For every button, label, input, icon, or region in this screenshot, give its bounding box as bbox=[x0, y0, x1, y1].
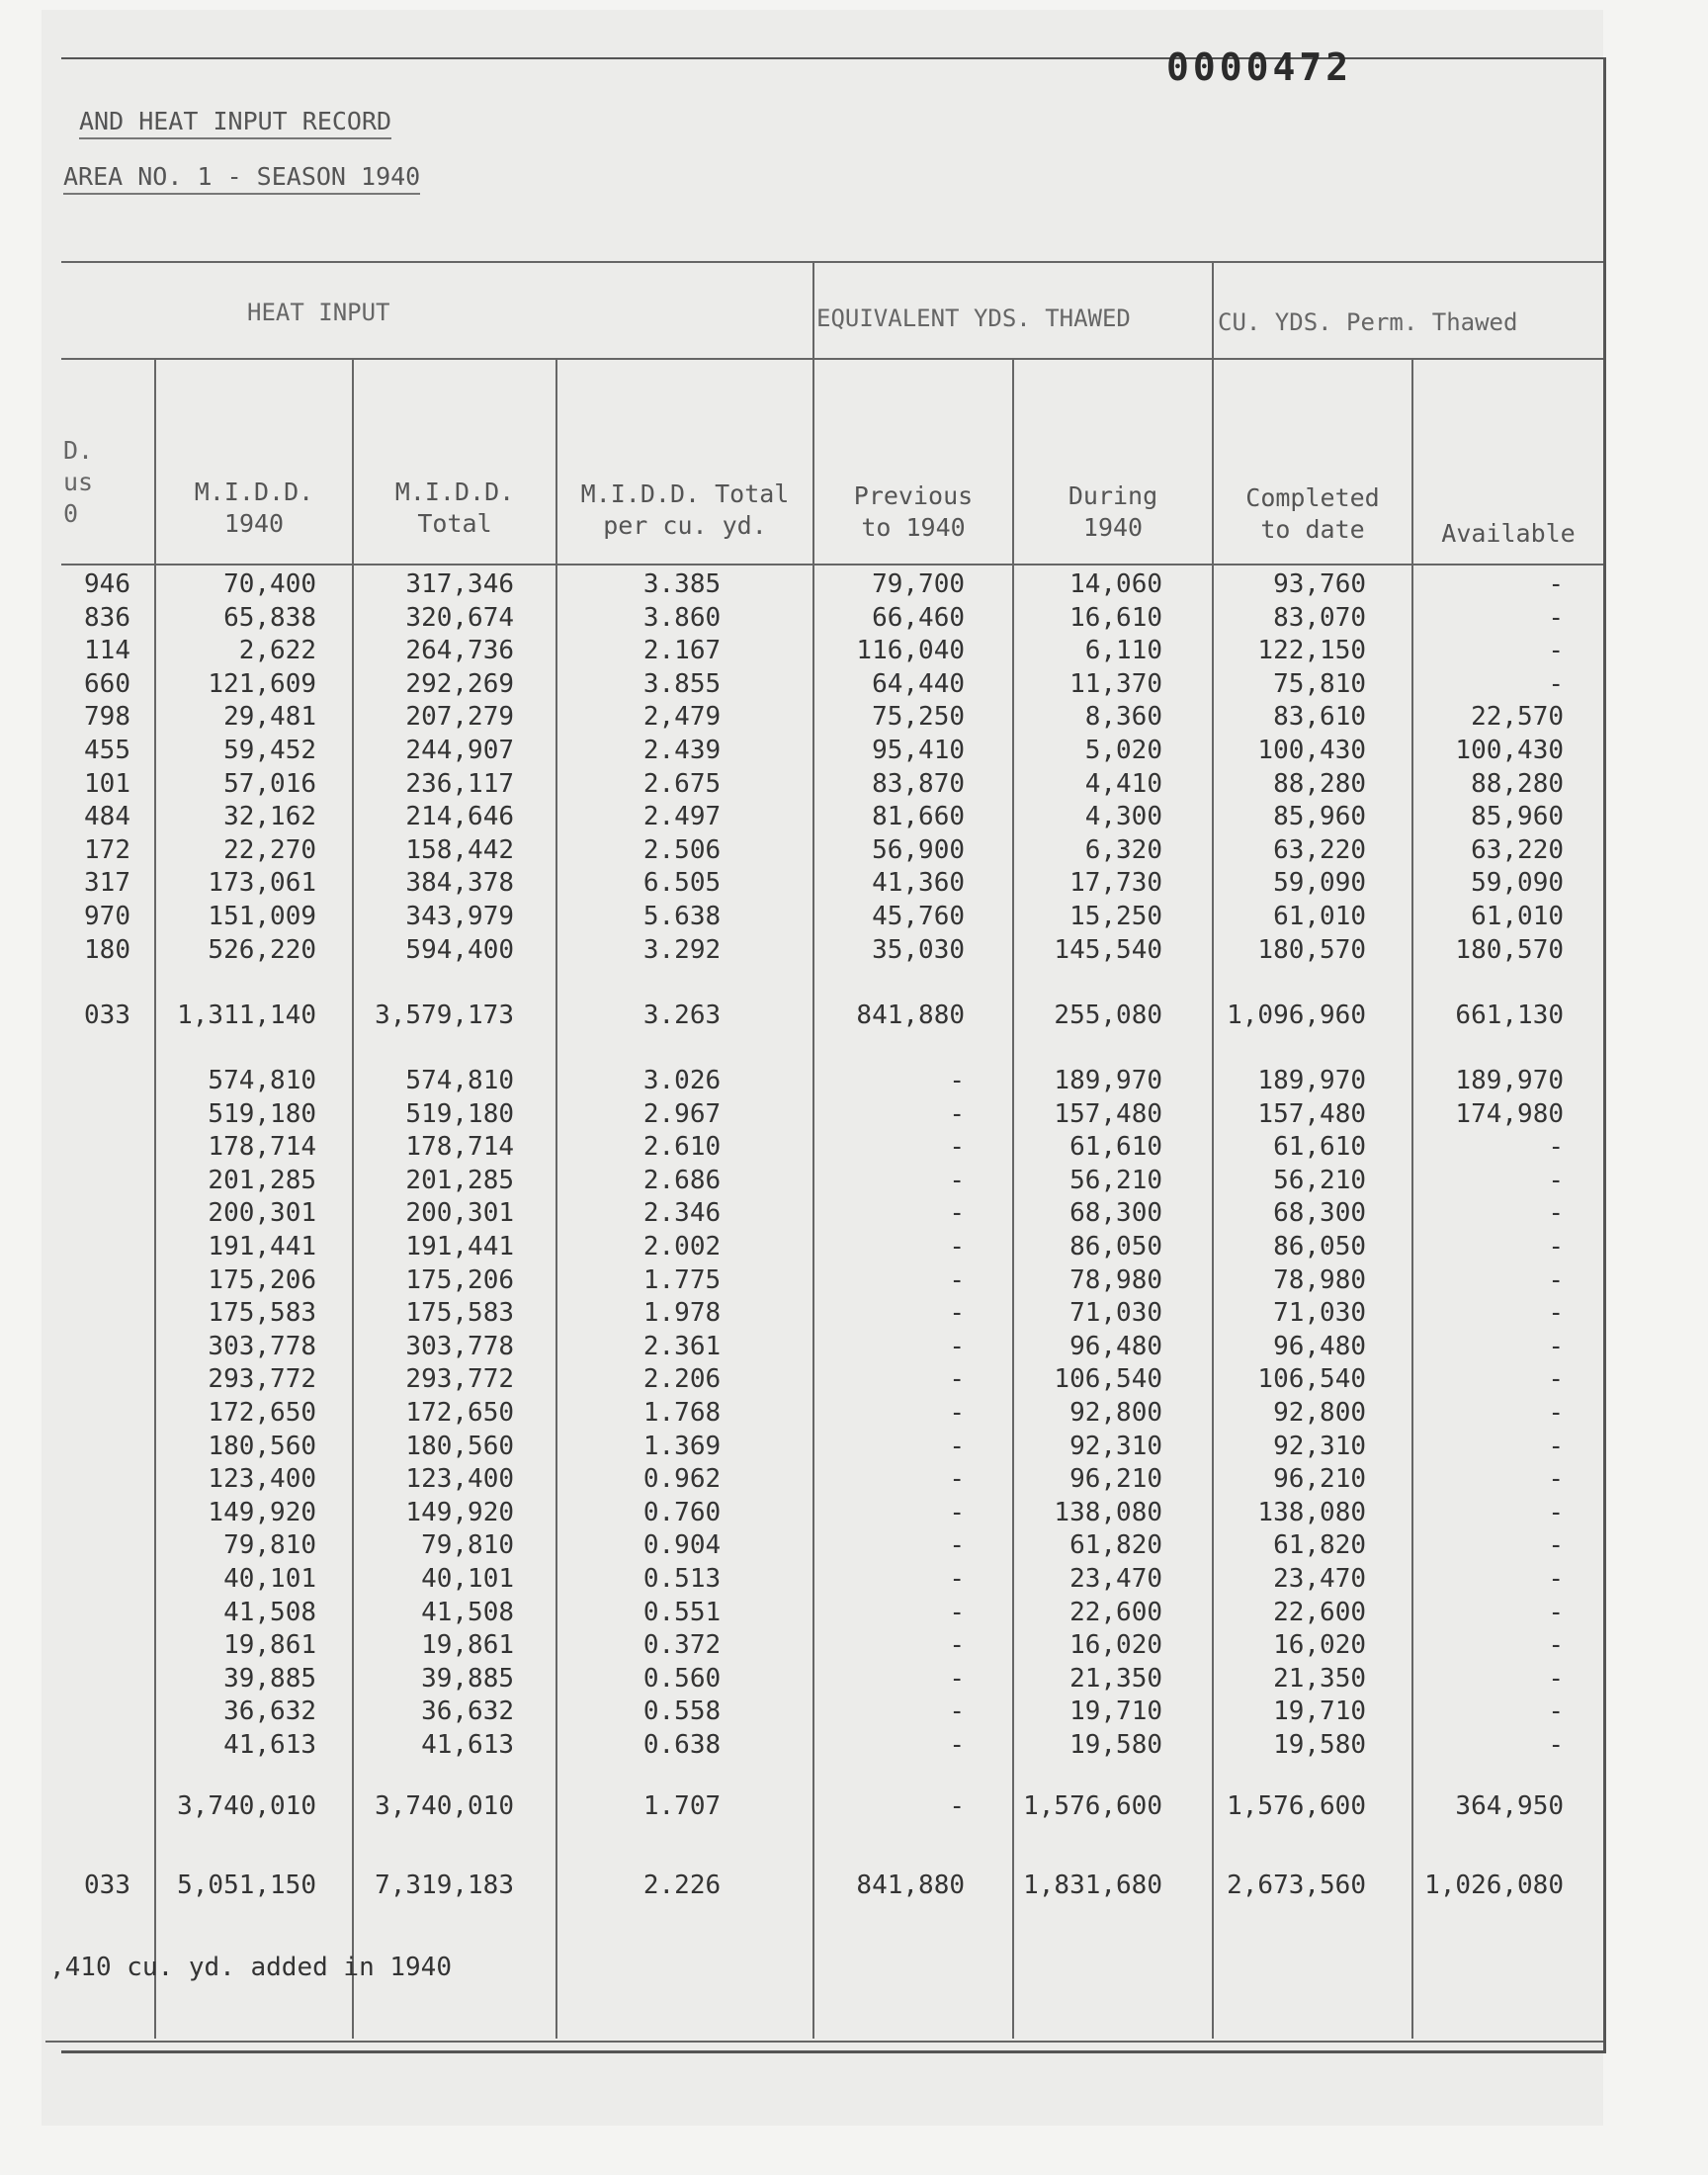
table-cell: 145,540 bbox=[1054, 934, 1162, 965]
table-cell: 41,360 bbox=[872, 868, 965, 899]
table-cell: 2.497 bbox=[642, 802, 722, 832]
table-cell: - bbox=[1548, 1730, 1564, 1760]
table-cell: 0.560 bbox=[642, 1663, 722, 1694]
table-cell: - bbox=[949, 1597, 965, 1627]
table-cell: 41,508 bbox=[223, 1597, 316, 1627]
table-cell: 64,440 bbox=[872, 668, 965, 699]
table-cell: - bbox=[1548, 1497, 1564, 1527]
vrule-3 bbox=[555, 358, 557, 2039]
table-cell: - bbox=[1548, 1564, 1564, 1594]
table-cell: - bbox=[1548, 1232, 1564, 1262]
table-cell: - bbox=[949, 1165, 965, 1195]
table-cell: 1,311,140 bbox=[177, 1000, 316, 1030]
table-cell: 178,714 bbox=[208, 1132, 316, 1163]
table-cell: 594,400 bbox=[405, 934, 514, 965]
table-cell: 3.263 bbox=[642, 1000, 722, 1030]
table-cell: 1.707 bbox=[642, 1791, 722, 1821]
table-cell: 22,600 bbox=[1069, 1597, 1162, 1627]
table-cell: 180 bbox=[84, 934, 130, 965]
table-cell: - bbox=[949, 1696, 965, 1727]
table-cell: 0.638 bbox=[642, 1730, 722, 1760]
table-cell: 2,479 bbox=[642, 702, 722, 733]
table-cell: 3.855 bbox=[642, 668, 722, 699]
table-cell: 92,310 bbox=[1069, 1431, 1162, 1461]
document-number: 0000472 bbox=[1166, 45, 1353, 89]
table-cell: 841,880 bbox=[856, 1000, 965, 1030]
table-cell: - bbox=[949, 1497, 965, 1527]
table-cell: 36,632 bbox=[421, 1696, 514, 1727]
table-cell: 1,026,080 bbox=[1424, 1870, 1564, 1900]
table-cell: - bbox=[1548, 1264, 1564, 1295]
table-cell: 384,378 bbox=[405, 868, 514, 899]
table-cell: 3,740,010 bbox=[375, 1791, 514, 1821]
table-cell: - bbox=[949, 1298, 965, 1329]
table-cell: 63,220 bbox=[1273, 834, 1366, 865]
table-cell: 93,760 bbox=[1273, 569, 1366, 599]
table-cell: 207,279 bbox=[405, 702, 514, 733]
table-cell: 96,480 bbox=[1273, 1331, 1366, 1361]
table-cell: - bbox=[1548, 1198, 1564, 1229]
table-cell: 3.860 bbox=[642, 602, 722, 633]
table-cell: - bbox=[1548, 1331, 1564, 1361]
table-cell: 59,090 bbox=[1471, 868, 1564, 899]
col-header-partial: D. us 0 bbox=[63, 436, 94, 528]
table-cell: 157,480 bbox=[1257, 1098, 1366, 1129]
table-cell: 303,778 bbox=[405, 1331, 514, 1361]
table-cell: 3.026 bbox=[642, 1066, 722, 1095]
table-cell: 71,030 bbox=[1273, 1298, 1366, 1329]
rule-top-header bbox=[61, 261, 1603, 263]
table-cell: 100,430 bbox=[1455, 736, 1564, 765]
table-cell: 70,400 bbox=[223, 569, 316, 599]
table-cell: 317,346 bbox=[405, 569, 514, 599]
table-cell: 23,470 bbox=[1069, 1564, 1162, 1594]
table-cell: - bbox=[1548, 1630, 1564, 1661]
table-cell: 123,400 bbox=[405, 1464, 514, 1495]
table-cell: 180,570 bbox=[1257, 934, 1366, 965]
table-cell: - bbox=[949, 1331, 965, 1361]
table-cell: 4,410 bbox=[1084, 768, 1162, 799]
table-cell: 189,970 bbox=[1455, 1066, 1564, 1095]
table-cell: 81,660 bbox=[872, 802, 965, 832]
table-cell: 78,980 bbox=[1069, 1264, 1162, 1295]
table-cell: 201,285 bbox=[405, 1165, 514, 1195]
table-cell: 68,300 bbox=[1273, 1198, 1366, 1229]
table-cell: 175,206 bbox=[405, 1264, 514, 1295]
table-cell: 19,580 bbox=[1069, 1730, 1162, 1760]
col-header-previous: Previous to 1940 bbox=[853, 481, 974, 542]
table-cell: 455 bbox=[84, 736, 130, 765]
table-cell: 19,710 bbox=[1069, 1696, 1162, 1727]
table-cell: 92,310 bbox=[1273, 1431, 1366, 1461]
table-cell: 63,220 bbox=[1471, 834, 1564, 865]
table-cell: 2.439 bbox=[642, 736, 722, 765]
table-cell: 61,610 bbox=[1069, 1132, 1162, 1163]
table-cell: 0.551 bbox=[642, 1597, 722, 1627]
table-cell: 3.385 bbox=[642, 569, 722, 599]
table-cell: 175,583 bbox=[405, 1298, 514, 1329]
table-cell: - bbox=[949, 1530, 965, 1561]
table-cell: - bbox=[949, 1730, 965, 1760]
table-cell: 2.675 bbox=[642, 768, 722, 799]
table-cell: 123,400 bbox=[208, 1464, 316, 1495]
table-cell: 16,020 bbox=[1069, 1630, 1162, 1661]
table-cell: 96,210 bbox=[1273, 1464, 1366, 1495]
table-cell: - bbox=[1548, 1398, 1564, 1428]
table-cell: 79,810 bbox=[223, 1530, 316, 1561]
table-cell: - bbox=[949, 1398, 965, 1428]
table-cell: 59,090 bbox=[1273, 868, 1366, 899]
table-cell: 264,736 bbox=[405, 636, 514, 666]
table-cell: 484 bbox=[84, 802, 130, 832]
table-cell: 61,820 bbox=[1069, 1530, 1162, 1561]
table-cell: 14,060 bbox=[1069, 569, 1162, 599]
table-cell: - bbox=[1548, 602, 1564, 633]
table-cell: 19,580 bbox=[1273, 1730, 1366, 1760]
table-cell: 16,610 bbox=[1069, 602, 1162, 633]
table-cell: 2,622 bbox=[238, 636, 316, 666]
table-cell: 1.978 bbox=[642, 1298, 722, 1329]
table-cell: - bbox=[949, 1791, 965, 1821]
table-cell: 836 bbox=[84, 602, 130, 633]
table-cell: 5.638 bbox=[642, 902, 722, 931]
table-cell: - bbox=[949, 1630, 965, 1661]
table-cell: 173,061 bbox=[208, 868, 316, 899]
table-cell: 3.292 bbox=[642, 934, 722, 965]
table-cell: 100,430 bbox=[1257, 736, 1366, 765]
table-cell: 92,800 bbox=[1273, 1398, 1366, 1428]
table-cell: - bbox=[949, 1264, 965, 1295]
table-cell: - bbox=[1548, 1464, 1564, 1495]
table-cell: 2.346 bbox=[642, 1198, 722, 1229]
table-cell: 122,150 bbox=[1257, 636, 1366, 666]
table-cell: - bbox=[1548, 1165, 1564, 1195]
table-cell: - bbox=[949, 1431, 965, 1461]
table-cell: 293,772 bbox=[208, 1364, 316, 1395]
table-cell: - bbox=[949, 1098, 965, 1129]
table-cell: 149,920 bbox=[405, 1497, 514, 1527]
table-cell: 86,050 bbox=[1069, 1232, 1162, 1262]
table-cell: 4,300 bbox=[1084, 802, 1162, 832]
table-cell: 970 bbox=[84, 902, 130, 931]
table-cell: - bbox=[1548, 1696, 1564, 1727]
table-cell: 71,030 bbox=[1069, 1298, 1162, 1329]
table-cell: 255,080 bbox=[1054, 1000, 1162, 1030]
table-cell: 19,861 bbox=[223, 1630, 316, 1661]
table-cell: - bbox=[949, 1132, 965, 1163]
table-cell: 0.558 bbox=[642, 1696, 722, 1727]
table-cell: 946 bbox=[84, 569, 130, 599]
table-cell: - bbox=[949, 1232, 965, 1262]
table-cell: 88,280 bbox=[1471, 768, 1564, 799]
table-cell: 6,320 bbox=[1084, 834, 1162, 865]
table-cell: 178,714 bbox=[405, 1132, 514, 1163]
table-cell: 5,051,150 bbox=[177, 1870, 316, 1900]
table-cell: 17,730 bbox=[1069, 868, 1162, 899]
table-cell: 39,885 bbox=[223, 1663, 316, 1694]
table-cell: 35,030 bbox=[872, 934, 965, 965]
rule-column-header bbox=[61, 564, 1603, 566]
table-cell: 56,210 bbox=[1273, 1165, 1366, 1195]
table-cell: 293,772 bbox=[405, 1364, 514, 1395]
table-cell: 29,481 bbox=[223, 702, 316, 733]
table-cell: 32,162 bbox=[223, 802, 316, 832]
table-cell: 95,410 bbox=[872, 736, 965, 765]
table-cell: 7,319,183 bbox=[375, 1870, 514, 1900]
table-cell: 23,470 bbox=[1273, 1564, 1366, 1594]
table-cell: 75,810 bbox=[1273, 668, 1366, 699]
table-cell: 40,101 bbox=[223, 1564, 316, 1594]
col-header-available: Available bbox=[1441, 519, 1576, 548]
table-cell: 201,285 bbox=[208, 1165, 316, 1195]
table-cell: 61,610 bbox=[1273, 1132, 1366, 1163]
table-cell: 2.361 bbox=[642, 1331, 722, 1361]
table-cell: 114 bbox=[84, 636, 130, 666]
table-cell: 61,010 bbox=[1471, 902, 1564, 931]
table-cell: - bbox=[949, 1663, 965, 1694]
table-cell: 106,540 bbox=[1054, 1364, 1162, 1395]
table-cell: 200,301 bbox=[208, 1198, 316, 1229]
table-cell: 292,269 bbox=[405, 668, 514, 699]
table-cell: 574,810 bbox=[405, 1066, 514, 1095]
col-header-midd-1940: M.I.D.D. 1940 bbox=[194, 478, 314, 538]
table-cell: 174,980 bbox=[1455, 1098, 1564, 1129]
vrule-7 bbox=[1411, 358, 1413, 2039]
group-cu-yds-thawed: CU. YDS. Perm. Thawed bbox=[1218, 308, 1518, 336]
table-cell: - bbox=[1548, 1431, 1564, 1461]
table-cell: 189,970 bbox=[1257, 1066, 1366, 1095]
table-cell: 86,050 bbox=[1273, 1232, 1366, 1262]
table-cell: 19,710 bbox=[1273, 1696, 1366, 1727]
table-cell: 0.760 bbox=[642, 1497, 722, 1527]
table-cell: 2.967 bbox=[642, 1098, 722, 1129]
table-cell: 317 bbox=[84, 868, 130, 899]
table-cell: 116,040 bbox=[856, 636, 965, 666]
table-cell: 158,442 bbox=[405, 834, 514, 865]
table-cell: 175,206 bbox=[208, 1264, 316, 1295]
table-cell: - bbox=[1548, 1663, 1564, 1694]
table-cell: - bbox=[1548, 1530, 1564, 1561]
table-cell: - bbox=[1548, 636, 1564, 666]
table-cell: 61,010 bbox=[1273, 902, 1366, 931]
table-cell: 172,650 bbox=[208, 1398, 316, 1428]
table-cell: 96,210 bbox=[1069, 1464, 1162, 1495]
table-cell: 22,570 bbox=[1471, 702, 1564, 733]
table-cell: 2.167 bbox=[642, 636, 722, 666]
table-cell: 172 bbox=[84, 834, 130, 865]
table-cell: 172,650 bbox=[405, 1398, 514, 1428]
table-cell: 1.369 bbox=[642, 1431, 722, 1461]
table-cell: 39,885 bbox=[421, 1663, 514, 1694]
table-cell: 2.206 bbox=[642, 1364, 722, 1395]
table-cell: - bbox=[949, 1464, 965, 1495]
table-cell: 138,080 bbox=[1054, 1497, 1162, 1527]
table-cell: 236,117 bbox=[405, 768, 514, 799]
table-cell: 16,020 bbox=[1273, 1630, 1366, 1661]
table-cell: 303,778 bbox=[208, 1331, 316, 1361]
rule-bottom bbox=[45, 2041, 1603, 2043]
table-cell: 157,480 bbox=[1054, 1098, 1162, 1129]
table-cell: 526,220 bbox=[208, 934, 316, 965]
table-cell: 83,870 bbox=[872, 768, 965, 799]
table-cell: 66,460 bbox=[872, 602, 965, 633]
table-cell: - bbox=[949, 1066, 965, 1095]
table-cell: 1.775 bbox=[642, 1264, 722, 1295]
table-cell: 41,508 bbox=[421, 1597, 514, 1627]
table-cell: 151,009 bbox=[208, 902, 316, 931]
table-cell: 36,632 bbox=[223, 1696, 316, 1727]
table-cell: 41,613 bbox=[223, 1730, 316, 1760]
table-cell: 85,960 bbox=[1273, 802, 1366, 832]
table-cell: - bbox=[1548, 1132, 1564, 1163]
table-cell: 75,250 bbox=[872, 702, 965, 733]
table-cell: 83,610 bbox=[1273, 702, 1366, 733]
table-cell: 2.686 bbox=[642, 1165, 722, 1195]
vrule-1 bbox=[154, 358, 156, 2039]
table-cell: 175,583 bbox=[208, 1298, 316, 1329]
table-cell: 191,441 bbox=[208, 1232, 316, 1262]
table-cell: 1,576,600 bbox=[1227, 1791, 1366, 1821]
table-cell: 033 bbox=[84, 1000, 130, 1030]
table-cell: 106,540 bbox=[1257, 1364, 1366, 1395]
table-cell: 2,673,560 bbox=[1227, 1870, 1366, 1900]
table-cell: 19,861 bbox=[421, 1630, 514, 1661]
table-cell: 1,831,680 bbox=[1023, 1870, 1162, 1900]
table-cell: 121,609 bbox=[208, 668, 316, 699]
table-cell: 57,016 bbox=[223, 768, 316, 799]
table-cell: 200,301 bbox=[405, 1198, 514, 1229]
table-cell: 841,880 bbox=[856, 1870, 965, 1900]
table-cell: 519,180 bbox=[208, 1098, 316, 1129]
title-line-1: AND HEAT INPUT RECORD bbox=[79, 107, 391, 139]
table-cell: 244,907 bbox=[405, 736, 514, 765]
table-cell: 0.904 bbox=[642, 1530, 722, 1561]
table-cell: 191,441 bbox=[405, 1232, 514, 1262]
table-cell: 0.962 bbox=[642, 1464, 722, 1495]
table-cell: 78,980 bbox=[1273, 1264, 1366, 1295]
table-cell: 1.768 bbox=[642, 1398, 722, 1428]
table-cell: 56,900 bbox=[872, 834, 965, 865]
table-cell: 61,820 bbox=[1273, 1530, 1366, 1561]
table-cell: - bbox=[1548, 569, 1564, 599]
table-cell: 59,452 bbox=[223, 736, 316, 765]
rule-group-header bbox=[61, 358, 1603, 360]
table-cell: - bbox=[1548, 1597, 1564, 1627]
table-cell: 68,300 bbox=[1069, 1198, 1162, 1229]
table-cell: 11,370 bbox=[1069, 668, 1162, 699]
table-cell: - bbox=[1548, 668, 1564, 699]
table-cell: 149,920 bbox=[208, 1497, 316, 1527]
col-header-per-cu-yd: M.I.D.D. Total per cu. yd. bbox=[580, 479, 790, 540]
table-cell: 214,646 bbox=[405, 802, 514, 832]
table-cell: 22,270 bbox=[223, 834, 316, 865]
table-cell: 0.372 bbox=[642, 1630, 722, 1661]
table-cell: 2.226 bbox=[642, 1870, 722, 1900]
table-cell: - bbox=[1548, 1298, 1564, 1329]
col-header-midd-total: M.I.D.D. Total bbox=[394, 478, 515, 538]
table-cell: 180,560 bbox=[405, 1431, 514, 1461]
vrule-2 bbox=[352, 358, 354, 2039]
table-cell: 6.505 bbox=[642, 868, 722, 899]
table-cell: 101 bbox=[84, 768, 130, 799]
table-cell: - bbox=[949, 1364, 965, 1395]
col-header-completed: Completed to date bbox=[1245, 483, 1380, 544]
group-heat-input: HEAT INPUT bbox=[247, 299, 390, 326]
table-cell: - bbox=[949, 1564, 965, 1594]
table-cell: 661,130 bbox=[1455, 1000, 1564, 1030]
table-cell: 56,210 bbox=[1069, 1165, 1162, 1195]
table-cell: 8,360 bbox=[1084, 702, 1162, 733]
title-line-2: AREA NO. 1 - SEASON 1940 bbox=[63, 162, 420, 195]
table-cell: 1,096,960 bbox=[1227, 1000, 1366, 1030]
table-cell: 22,600 bbox=[1273, 1597, 1366, 1627]
table-cell: 21,350 bbox=[1069, 1663, 1162, 1694]
vrule-5 bbox=[1012, 358, 1014, 2039]
table-cell: 574,810 bbox=[208, 1066, 316, 1095]
table-cell: 660 bbox=[84, 668, 130, 699]
table-cell: 92,800 bbox=[1069, 1398, 1162, 1428]
table-cell: 0.513 bbox=[642, 1564, 722, 1594]
table-cell: 85,960 bbox=[1471, 802, 1564, 832]
table-cell: 519,180 bbox=[405, 1098, 514, 1129]
table-cell: 15,250 bbox=[1069, 902, 1162, 931]
table-cell: 2.002 bbox=[642, 1232, 722, 1262]
table-cell: 798 bbox=[84, 702, 130, 733]
table-cell: 3,740,010 bbox=[177, 1791, 316, 1821]
table-cell: 343,979 bbox=[405, 902, 514, 931]
table-cell: 364,950 bbox=[1455, 1791, 1564, 1821]
table-cell: 41,613 bbox=[421, 1730, 514, 1760]
table-cell: 21,350 bbox=[1273, 1663, 1366, 1694]
table-cell: 3,579,173 bbox=[375, 1000, 514, 1030]
table-cell: 83,070 bbox=[1273, 602, 1366, 633]
table-cell: 45,760 bbox=[872, 902, 965, 931]
table-cell: 138,080 bbox=[1257, 1497, 1366, 1527]
table-cell: 79,700 bbox=[872, 569, 965, 599]
group-equivalent-thawed: EQUIVALENT YDS. THAWED bbox=[816, 304, 1131, 332]
table-cell: - bbox=[1548, 1364, 1564, 1395]
table-cell: 6,110 bbox=[1084, 636, 1162, 666]
table-cell: 5,020 bbox=[1084, 736, 1162, 765]
col-header-during: During 1940 bbox=[1068, 481, 1158, 542]
table-cell: 033 bbox=[84, 1870, 130, 1900]
table-cell: 40,101 bbox=[421, 1564, 514, 1594]
table-cell: 65,838 bbox=[223, 602, 316, 633]
table-cell: 2.610 bbox=[642, 1132, 722, 1163]
table-cell: - bbox=[949, 1198, 965, 1229]
table-cell: 79,810 bbox=[421, 1530, 514, 1561]
table-cell: 88,280 bbox=[1273, 768, 1366, 799]
table-cell: 189,970 bbox=[1054, 1066, 1162, 1095]
table-cell: 180,570 bbox=[1455, 934, 1564, 965]
table-cell: 320,674 bbox=[405, 602, 514, 633]
table-cell: 180,560 bbox=[208, 1431, 316, 1461]
table-cell: 2.506 bbox=[642, 834, 722, 865]
footnote: ,410 cu. yd. added in 1940 bbox=[49, 1953, 452, 1982]
table-cell: 1,576,600 bbox=[1023, 1791, 1162, 1821]
table-cell: 96,480 bbox=[1069, 1331, 1162, 1361]
